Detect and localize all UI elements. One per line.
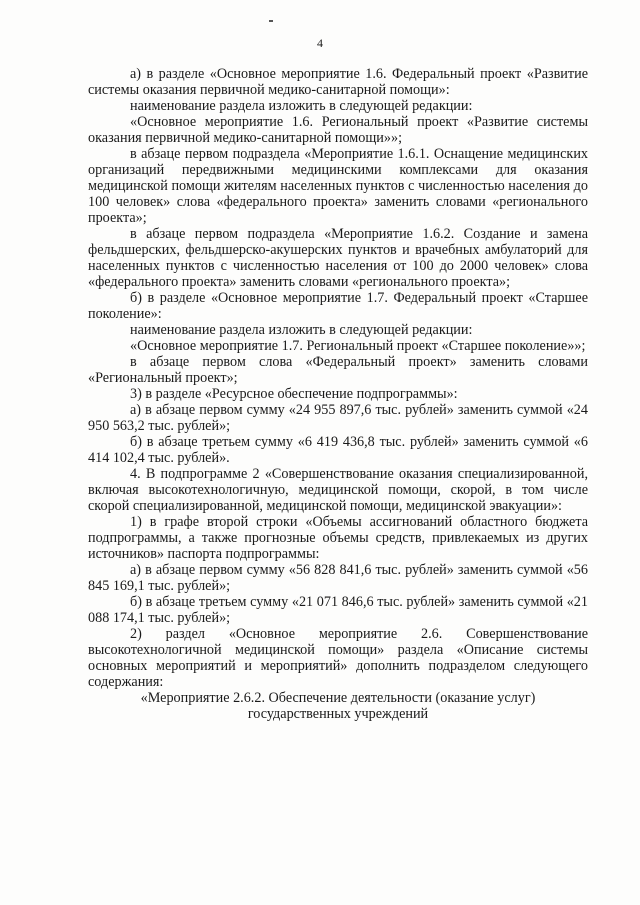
paragraph: наименование раздела изложить в следующей редакции: <box>130 98 473 114</box>
scan-mark <box>269 20 273 22</box>
paragraph: 1) в графе второй строки «Объемы ассигнований областного бюджета подпрограммы, а также прогнозные объемы средств, привлекаемых из других источников» паспорта подпрограммы: <box>88 514 588 562</box>
paragraph: в абзаце первом подраздела «Мероприятие 1.6.2. Создание и замена фельдшерских, фельдшерско-акушерских пунктов и врачебных амбулаторий для населенных пунктов с численностью населения от 100 до 2000 человек» слова «федерального проекта» заменить словами «регионального проекта»; <box>88 226 588 290</box>
paragraph: 3) в разделе «Ресурсное обеспечение подпрограммы»: <box>130 386 458 402</box>
paragraph: «Основное мероприятие 1.6. Региональный проект «Развитие системы оказания первичной медико-санитарной помощи»»; <box>88 114 588 146</box>
paragraph: а) в абзаце первом сумму «56 828 841,6 тыс. рублей» заменить суммой «56 845 169,1 тыс. рублей»; <box>88 562 588 594</box>
subsection-heading-line: «Мероприятие 2.6.2. Обеспечение деятельности (оказание услуг) <box>140 690 536 706</box>
paragraph: «Основное мероприятие 1.7. Региональный проект «Старшее поколение»»; <box>130 338 586 354</box>
paragraph: 2) раздел «Основное мероприятие 2.6. Совершенствование высокотехнологичной медицинской помощи» раздела «Описание системы основных мероприятий и мероприятий» дополнить подразделом следующего содержания: <box>88 626 588 690</box>
paragraph: наименование раздела изложить в следующей редакции: <box>130 322 473 338</box>
paragraph: б) в абзаце третьем сумму «6 419 436,8 тыс. рублей» заменить суммой «6 414 102,4 тыс. рублей». <box>88 434 588 466</box>
paragraph: а) в разделе «Основное мероприятие 1.6. Федеральный проект «Развитие системы оказания первичной медико-санитарной помощи»: <box>88 66 588 98</box>
page-number: 4 <box>317 36 323 50</box>
paragraph: а) в абзаце первом сумму «24 955 897,6 тыс. рублей» заменить суммой «24 950 563,2 тыс. рублей»; <box>88 402 588 434</box>
subsection-heading-line: государственных учреждений <box>247 706 429 722</box>
paragraph: в абзаце первом подраздела «Мероприятие 1.6.1. Оснащение медицинских организаций передвижными медицинскими комплексами для оказания медицинской помощи жителям населенных пунктов с численностью населения до 100 человек» слова «федерального проекта» заменить словами «регионального проекта»; <box>88 146 588 226</box>
paragraph: в абзаце первом слова «Федеральный проект» заменить словами «Региональный проект»; <box>88 354 588 386</box>
document-body <box>88 66 588 722</box>
paragraph: б) в абзаце третьем сумму «21 071 846,6 тыс. рублей» заменить суммой «21 088 174,1 тыс. рублей»; <box>88 594 588 626</box>
paragraph: б) в разделе «Основное мероприятие 1.7. Федеральный проект «Старшее поколение»: <box>88 290 588 322</box>
paragraph: 4. В подпрограмме 2 «Совершенствование оказания специализированной, включая высокотехнологичную, медицинской помощи, скорой, в том числе скорой специализированной, медицинской помощи, медицинской эвакуации»: <box>88 466 588 514</box>
